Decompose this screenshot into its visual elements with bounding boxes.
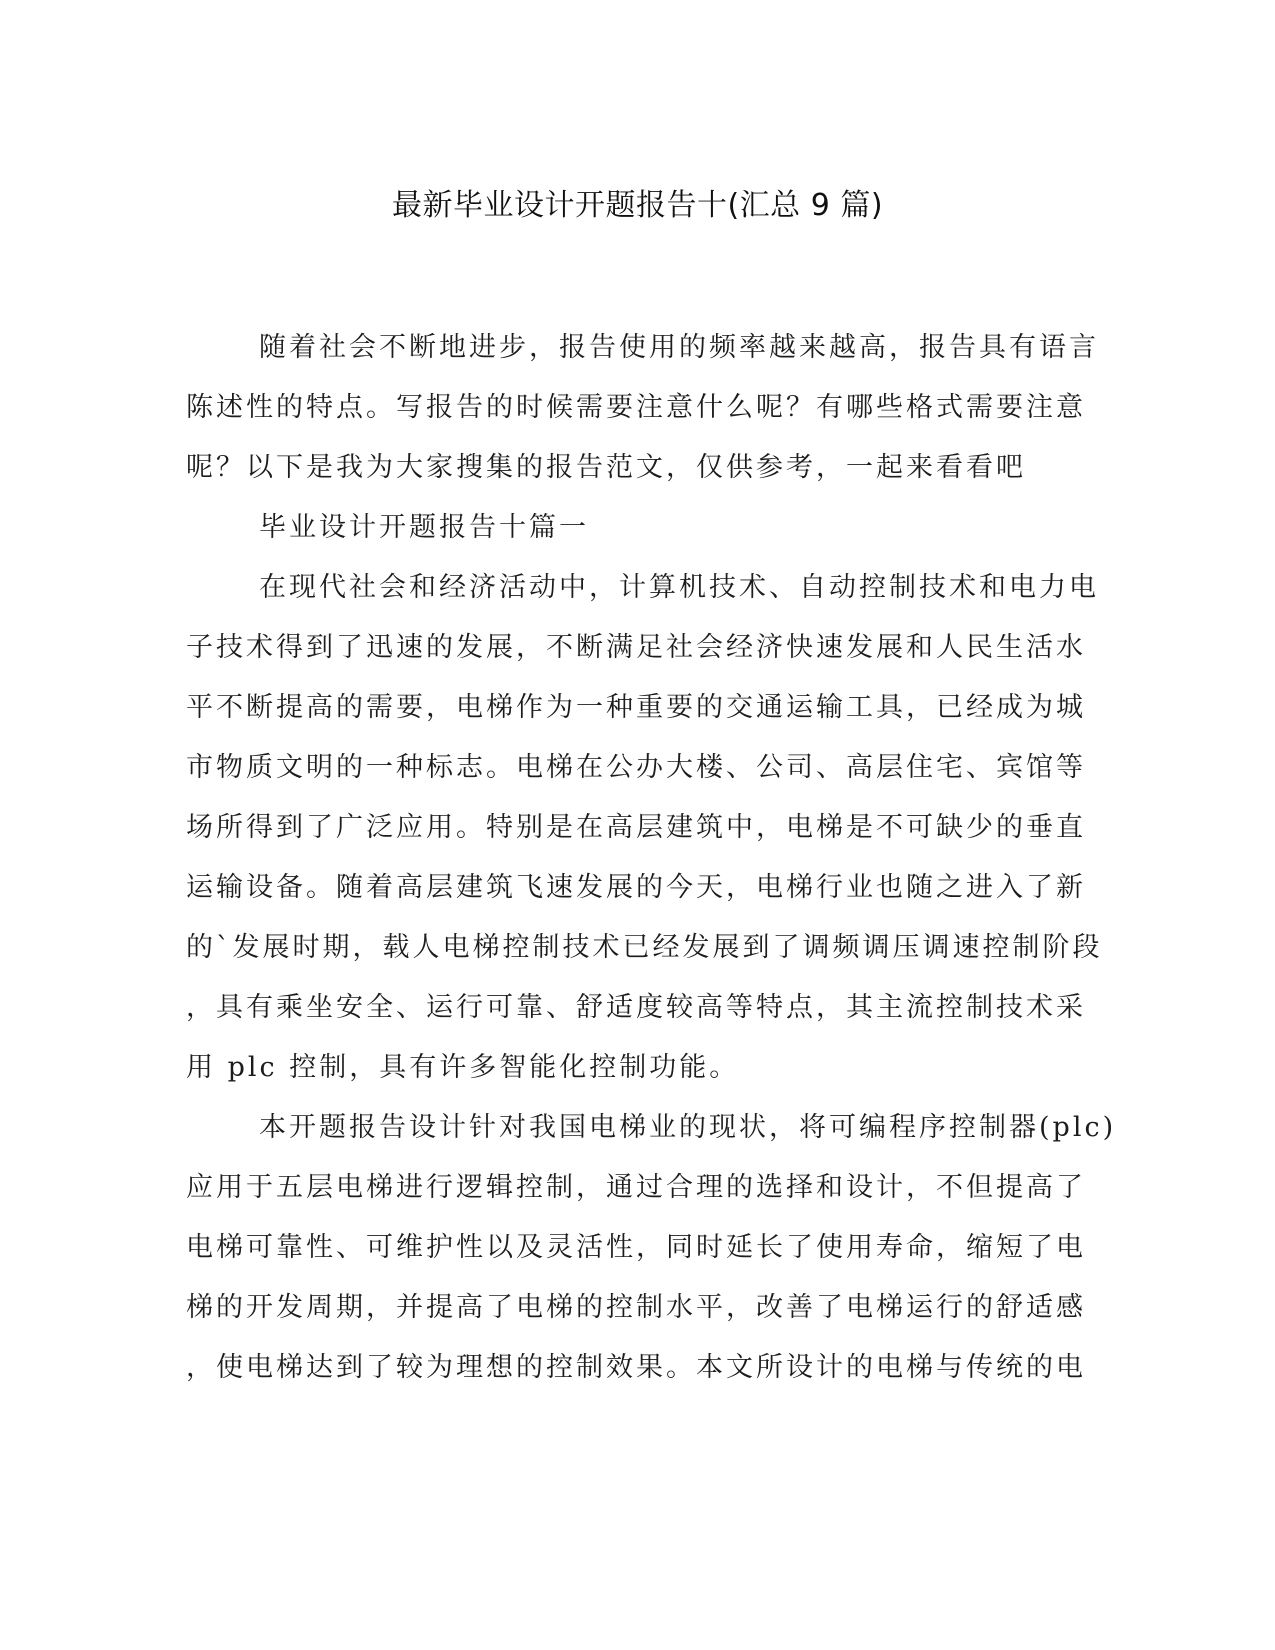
paragraph-line: 梯的开发周期，并提高了电梯的控制水平，改善了电梯运行的舒适感 <box>186 1292 1086 1323</box>
paragraph-intro <box>186 318 1099 498</box>
section-heading-text: 毕业设计开题报告十篇一 <box>259 512 589 543</box>
paragraph-line: 随着社会不断地进步，报告使用的频率越来越高，报告具有语言 <box>259 332 1099 363</box>
paragraph-line: 场所得到了广泛应用。特别是在高层建筑中，电梯是不可缺少的垂直 <box>186 812 1086 843</box>
paragraph-line: 本开题报告设计针对我国电梯业的现状，将可编程序控制器(plc) <box>259 1112 1117 1143</box>
paragraph-line: 电梯可靠性、可维护性以及灵活性，同时延长了使用寿命，缩短了电 <box>186 1232 1086 1263</box>
paragraph-line: 市物质文明的一种标志。电梯在公办大楼、公司、高层住宅、宾馆等 <box>186 752 1086 783</box>
paragraph-background <box>186 558 1103 1098</box>
paragraph-line: ，使电梯达到了较为理想的控制效果。本文所设计的电梯与传统的电 <box>186 1352 1086 1383</box>
document-title: 最新毕业设计开题报告十(汇总 9 篇) <box>391 188 884 223</box>
paragraph-design <box>186 1098 1117 1398</box>
paragraph-line: 运输设备。随着高层建筑飞速发展的今天，电梯行业也随之进入了新 <box>186 872 1086 903</box>
paragraph-line: 呢？以下是我为大家搜集的报告范文，仅供参考，一起来看看吧 <box>186 452 1026 483</box>
paragraph-line: 应用于五层电梯进行逻辑控制，通过合理的选择和设计，不但提高了 <box>186 1172 1086 1203</box>
paragraph-line: 的`发展时期，载人电梯控制技术已经发展到了调频调压调速控制阶段 <box>186 932 1103 963</box>
paragraph-line: 陈述性的特点。写报告的时候需要注意什么呢？有哪些格式需要注意 <box>186 392 1086 423</box>
paragraph-line: 平不断提高的需要，电梯作为一种重要的交通运输工具，已经成为城 <box>186 692 1086 723</box>
paragraph-line: 子技术得到了迅速的发展，不断满足社会经济快速发展和人民生活水 <box>186 632 1086 663</box>
paragraph-line: 用 plc 控制，具有许多智能化控制功能。 <box>186 1052 740 1083</box>
paragraph-line: ，具有乘坐安全、运行可靠、舒适度较高等特点，其主流控制技术采 <box>186 992 1086 1023</box>
section-heading <box>186 498 1060 558</box>
document-body <box>186 318 1117 1398</box>
paragraph-line: 在现代社会和经济活动中，计算机技术、自动控制技术和电力电 <box>259 572 1099 603</box>
